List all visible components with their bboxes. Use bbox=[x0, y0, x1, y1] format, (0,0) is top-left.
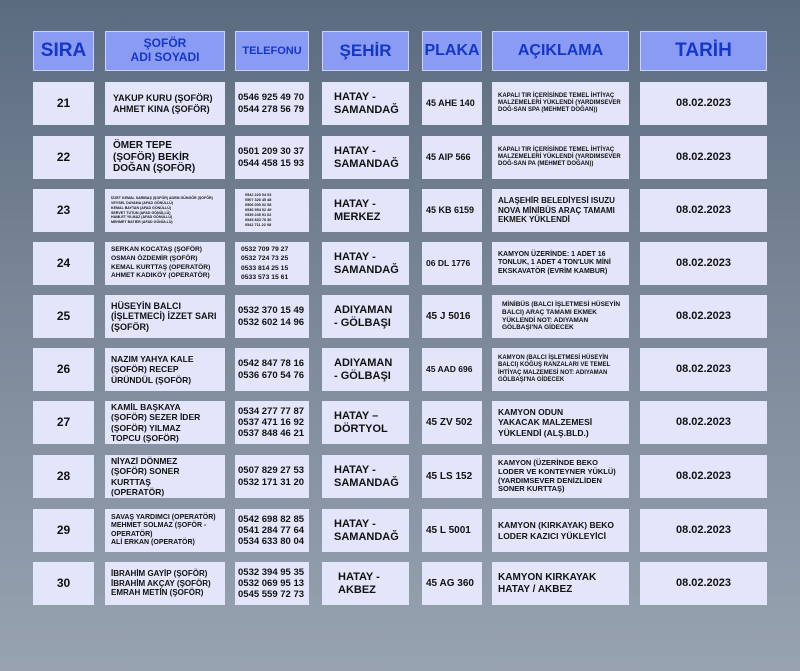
cell-aciklama: KAPALI TIR İÇERİSİNDE TEMEL İHTİYAÇ MALZEMELERİ YÜKLENDİ (YARDIMSEVER DOĞ-SAN PA (MEHMET DOĞAN)) bbox=[492, 136, 629, 179]
cell-plaka: 45 LS 152 bbox=[422, 455, 482, 498]
cell-sira: 24 bbox=[33, 242, 94, 285]
header-plaka: PLAKA bbox=[422, 31, 482, 71]
cell-sofor: İZZET KEMAL SARIBAŞ (ŞOFÖR) ADEM GÜNGÖR (ŞOFÖR) VEYSEL DAYAMA (AFAD GÖNÜLLÜ) KEMAL BAYTAN (AFAD GÖNÜLLÜ) SERVET TUTUN (AFAD GÖNÜLLÜ) HAMLET YILMAZ (AFAD GÖNÜLLÜ) MEHMET BATIER (AFAD GÖNÜLLÜ) bbox=[105, 189, 225, 232]
cell-sofor: SAVAŞ YARDIMCI (OPERATÖR) MEHMET SOLMAZ (ŞOFÖR - OPERATÖR) ALİ ERKAN (OPERATÖR) bbox=[105, 509, 225, 552]
cell-sofor: ÖMER TEPE (ŞOFÖR) BEKİR DOĞAN (ŞOFÖR) bbox=[105, 136, 225, 179]
cell-telefon: 0532 709 79 27 0532 724 73 25 0533 814 25 15 0533 573 15 61 bbox=[235, 242, 309, 285]
header-sehir: ŞEHİR bbox=[322, 31, 409, 71]
cell-plaka: 45 L 5001 bbox=[422, 509, 482, 552]
cell-aciklama: KAMYON ÜZERİNDE: 1 ADET 16 TONLUK, 1 ADET 4 TON'LUK MİNİ EKSKAVATÖR (EVRİM KAMBUR) bbox=[492, 242, 629, 285]
header-aciklama: AÇIKLAMA bbox=[492, 31, 629, 71]
cell-tarih: 08.02.2023 bbox=[640, 295, 767, 338]
header-telefonu: TELEFONU bbox=[235, 31, 309, 71]
cell-sofor: HÜSEYİN BALCI (İŞLETMECİ) İZZET SARI (ŞOFÖR) bbox=[105, 295, 225, 338]
cell-aciklama: KAMYON (ÜZERİNDE BEKO LODER VE KONTEYNER YÜKLÜ) (YARDIMSEVER DENİZLİDEN SONER KURTTAŞ) bbox=[492, 455, 629, 498]
cell-sofor: KAMİL BAŞKAYA (ŞOFÖR) SEZER İDER (ŞOFÖR) YILMAZ TOPCU (ŞOFÖR) bbox=[105, 401, 225, 444]
cell-plaka: 45 J 5016 bbox=[422, 295, 482, 338]
cell-telefon: 0507 829 27 53 0532 171 31 20 bbox=[235, 455, 309, 498]
cell-sofor: NİYAZİ DÖNMEZ (ŞOFÖR) SONER KURTTAŞ (OPERATÖR) bbox=[105, 455, 225, 498]
cell-aciklama: KAMYON KIRKAYAK HATAY / AKBEZ bbox=[492, 562, 629, 605]
cell-sehir: HATAY - MERKEZ bbox=[322, 189, 409, 232]
cell-sira: 21 bbox=[33, 82, 94, 125]
header-tarih: TARİH bbox=[640, 31, 767, 71]
cell-telefon: 0542 698 82 85 0541 284 77 64 0534 633 80 04 bbox=[235, 509, 309, 552]
cell-tarih: 08.02.2023 bbox=[640, 136, 767, 179]
cell-sofor: YAKUP KURU (ŞOFÖR) AHMET KINA (ŞOFÖR) bbox=[105, 82, 225, 125]
cell-sehir: HATAY – DÖRTYOL bbox=[322, 401, 409, 444]
cell-tarih: 08.02.2023 bbox=[640, 562, 767, 605]
cell-sehir: HATAY - SAMANDAĞ bbox=[322, 82, 409, 125]
cell-sehir: HATAY - SAMANDAĞ bbox=[322, 455, 409, 498]
cell-telefon: 0534 277 77 87 0537 471 16 92 0537 848 46 21 bbox=[235, 401, 309, 444]
cell-telefon: 0501 209 30 37 0544 458 15 93 bbox=[235, 136, 309, 179]
cell-sehir: ADIYAMAN - GÖLBAŞI bbox=[322, 295, 409, 338]
cell-sira: 30 bbox=[33, 562, 94, 605]
cell-sira: 22 bbox=[33, 136, 94, 179]
cell-tarih: 08.02.2023 bbox=[640, 348, 767, 391]
cell-plaka: 45 ZV 502 bbox=[422, 401, 482, 444]
cell-tarih: 08.02.2023 bbox=[640, 189, 767, 232]
cell-tarih: 08.02.2023 bbox=[640, 401, 767, 444]
cell-aciklama: MİNİBÜS (BALCI İŞLETMESİ HÜSEYİN BALCI) ARAÇ TAMAMI EKMEK YÜKLENDİ NOT: ADIYAMAN GÖLBAŞI'NA GİDECEK bbox=[492, 295, 629, 338]
cell-sira: 23 bbox=[33, 189, 94, 232]
cell-sira: 25 bbox=[33, 295, 94, 338]
cell-sira: 27 bbox=[33, 401, 94, 444]
cell-sofor: NAZIM YAHYA KALE (ŞOFÖR) RECEP ÜRÜNDÜL (ŞOFÖR) bbox=[105, 348, 225, 391]
cell-tarih: 08.02.2023 bbox=[640, 455, 767, 498]
header-sofor: ŞOFÖR ADI SOYADI bbox=[105, 31, 225, 71]
cell-sira: 26 bbox=[33, 348, 94, 391]
cell-telefon: 0542 847 78 16 0536 670 54 76 bbox=[235, 348, 309, 391]
cell-aciklama: KAMYON (KIRKAYAK) BEKO LODER KAZICI YÜKLEYİCİ bbox=[492, 509, 629, 552]
cell-telefon: 0532 394 95 35 0532 069 95 13 0545 559 72 73 bbox=[235, 562, 309, 605]
cell-plaka: 45 AAD 696 bbox=[422, 348, 482, 391]
cell-tarih: 08.02.2023 bbox=[640, 509, 767, 552]
cell-telefon: 0542 220 04 03 0507 326 45 48 0506 000 02 08 0536 954 02 49 0539 245 91 02 0545 833 76 36 0542 711 22 08 bbox=[235, 189, 309, 232]
cell-plaka: 45 KB 6159 bbox=[422, 189, 482, 232]
cell-tarih: 08.02.2023 bbox=[640, 82, 767, 125]
cell-plaka: 45 AG 360 bbox=[422, 562, 482, 605]
cell-aciklama: KAMYON (BALCI İŞLETMESİ HÜSEYİN BALCI) KOĞUŞ RANZALARI VE TEMEL İHTİYAÇ MALZEMESİ NOT: ADIYAMAN GÖLBAŞI'NA GİDECEK bbox=[492, 348, 629, 391]
cell-aciklama: KAPALI TIR İÇERİSİNDE TEMEL İHTİYAÇ MALZEMELERİ YÜKLENDİ (YARDIMSEVER DOĞ-SAN SPA (MEHMET DOĞAN)) bbox=[492, 82, 629, 125]
cell-aciklama: KAMYON ODUN YAKACAK MALZEMESİ YÜKLENDİ (ALŞ.BLD.) bbox=[492, 401, 629, 444]
cell-sehir: HATAY - SAMANDAĞ bbox=[322, 136, 409, 179]
header-sira: SIRA bbox=[33, 31, 94, 71]
cell-sofor: İBRAHİM GAYİP (ŞOFÖR) İBRAHİM AKÇAY (ŞOFÖR) EMRAH METİN (ŞOFÖR) bbox=[105, 562, 225, 605]
cell-telefon: 0532 370 15 49 0532 602 14 96 bbox=[235, 295, 309, 338]
cell-sehir: HATAY - AKBEZ bbox=[322, 562, 409, 605]
cell-aciklama: ALAŞEHİR BELEDİYESİ ISUZU NOVA MİNİBÜS ARAÇ TAMAMI EKMEK YÜKLENDİ bbox=[492, 189, 629, 232]
cell-sehir: ADIYAMAN - GÖLBAŞI bbox=[322, 348, 409, 391]
cell-plaka: 45 AHE 140 bbox=[422, 82, 482, 125]
cell-telefon: 0546 925 49 70 0544 278 56 79 bbox=[235, 82, 309, 125]
cell-tarih: 08.02.2023 bbox=[640, 242, 767, 285]
cell-sofor: SERKAN KOCATAŞ (ŞOFÖR) OSMAN ÖZDEMİR (ŞOFÖR) KEMAL KURTTAŞ (OPERATÖR) AHMET KADIKÖY (OPERATÖR) bbox=[105, 242, 225, 285]
cell-sira: 28 bbox=[33, 455, 94, 498]
cell-plaka: 06 DL 1776 bbox=[422, 242, 482, 285]
cell-sehir: HATAY - SAMANDAĞ bbox=[322, 242, 409, 285]
cell-sira: 29 bbox=[33, 509, 94, 552]
cell-plaka: 45 AIP 566 bbox=[422, 136, 482, 179]
cell-sehir: HATAY - SAMANDAĞ bbox=[322, 509, 409, 552]
